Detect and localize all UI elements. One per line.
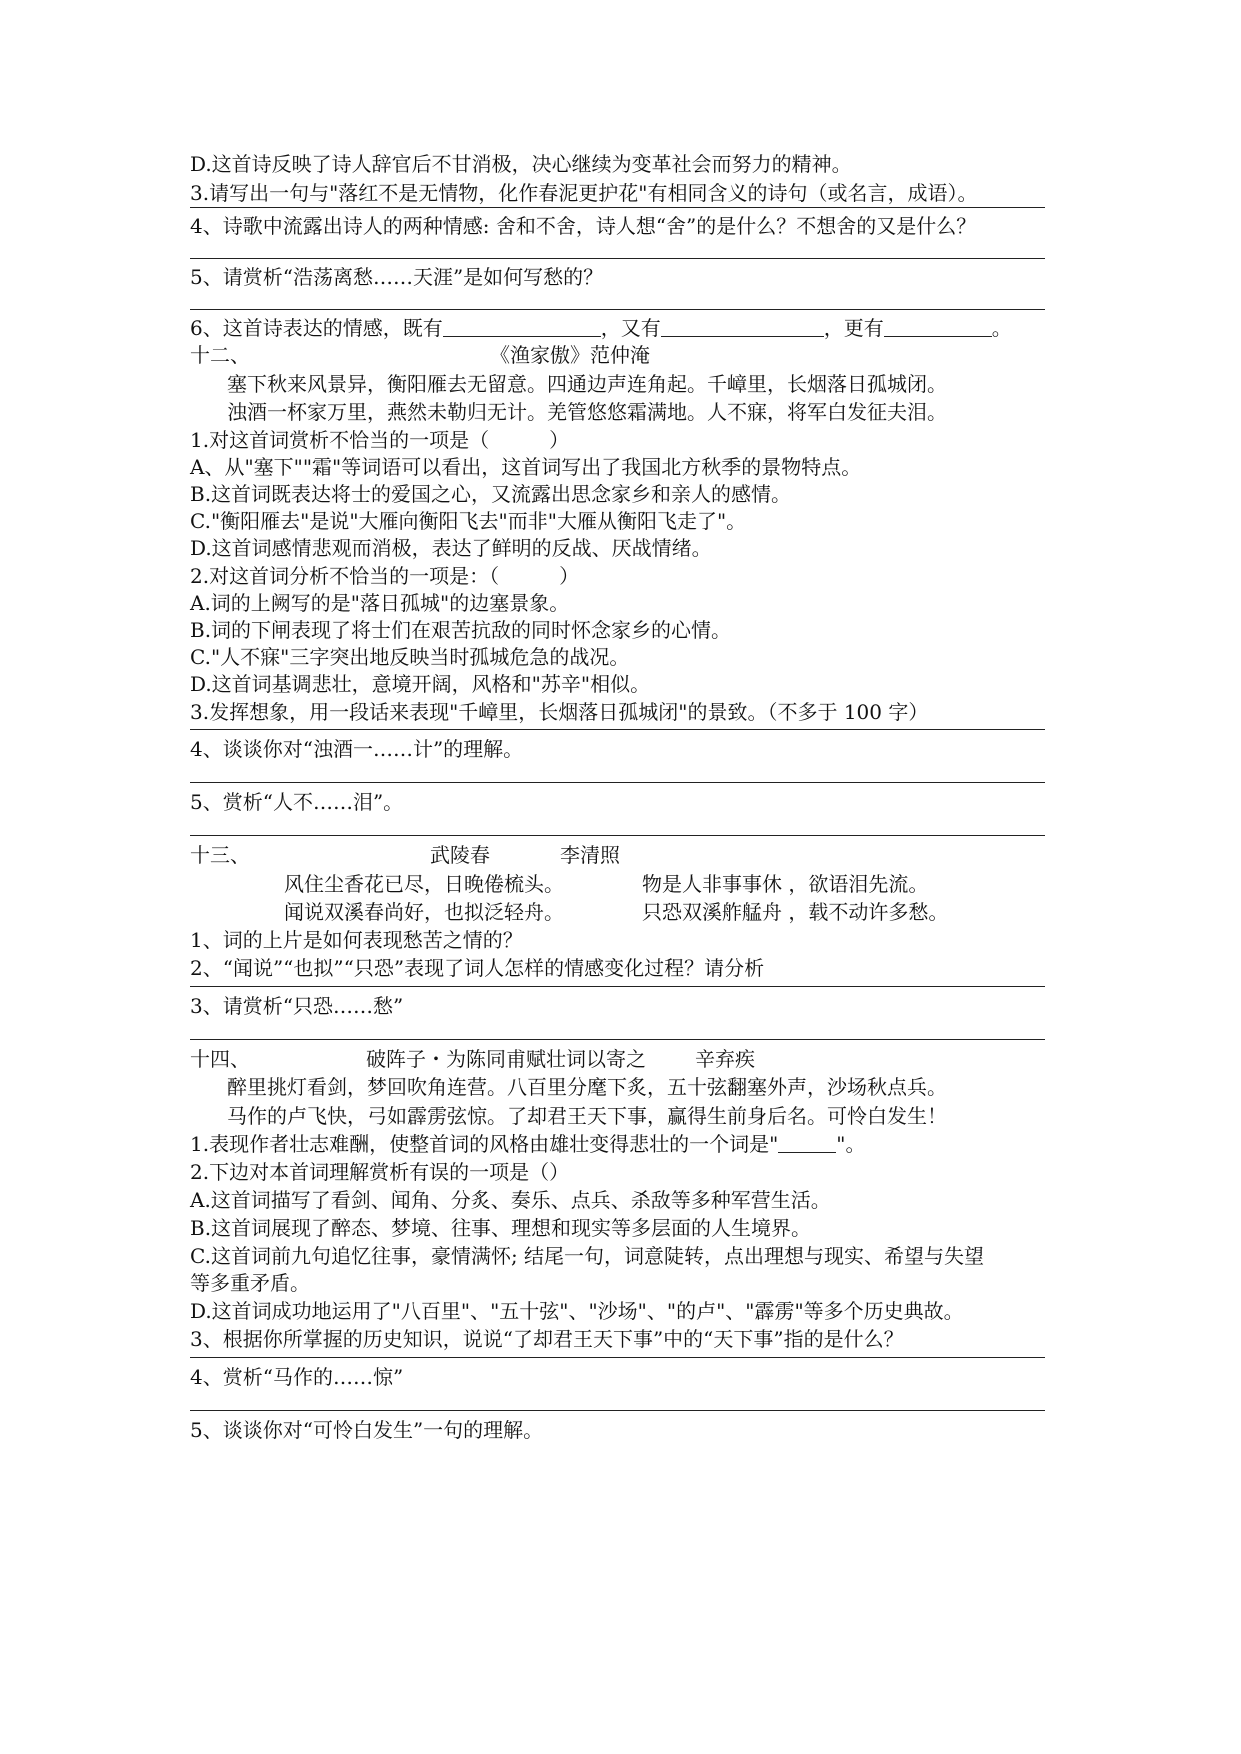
answer-line[interactable] [190, 309, 1045, 310]
answer-line[interactable] [190, 729, 1045, 730]
sec14-q2-option-c-cont: 等多重矛盾。 [190, 1271, 310, 1295]
sec13-author: 李清照 [560, 843, 620, 867]
sec11-question-6 [190, 315, 1012, 341]
q6-part-c: ，更有 [823, 316, 884, 340]
sec13-question-3: 3、请赏析“只恐……愁” [190, 994, 404, 1018]
q6-part-a: 6、这首诗表达的情感，既有 [190, 316, 443, 340]
sec12-question-5: 5、赏析“人不……泪”。 [190, 790, 404, 814]
sec14-question-5: 5、谈谈你对“可怜白发生”一句的理解。 [190, 1418, 544, 1442]
sec13-number: 十三、 [190, 843, 250, 867]
sec14-poem-line-2: 马作的卢飞快，弓如霹雳弦惊。了却君王天下事，赢得生前身后名。可怜白发生！ [227, 1104, 947, 1128]
answer-line[interactable] [190, 986, 1045, 987]
sec12-poem-line-1: 塞下秋来风景异，衡阳雁去无留意。四通边声连角起。千嶂里，长烟落日孤城闭。 [227, 372, 947, 396]
fill-blank[interactable] [778, 1134, 836, 1153]
sec12-q1-option-d: D.这首词感情悲观而消极，表达了鲜明的反战、厌战情绪。 [190, 536, 712, 560]
sec14-number: 十四、 [190, 1047, 250, 1071]
sec12-question-4: 4、谈谈你对“浊酒一……计”的理解。 [190, 737, 524, 761]
sec14-question-1 [190, 1131, 865, 1157]
sec13-question-1: 1、词的上片是如何表现愁苦之情的？ [190, 928, 523, 952]
sec12-question-1: 1.对这首词赏析不恰当的一项是（ ） [190, 428, 570, 452]
q6-part-b: ，又有 [600, 316, 661, 340]
sec12-q1-option-a: A、从"塞下""霜"等词语可以看出，这首词写出了我国北方秋季的景物特点。 [190, 455, 862, 479]
answer-line[interactable] [190, 207, 1045, 208]
sec13-question-2: 2、“闻说”“也拟”“只恐”表现了词人怎样的情感变化过程？请分析 [190, 956, 765, 980]
sec14-author: 辛弃疾 [695, 1047, 755, 1071]
sec14-q2-option-d: D.这首词成功地运用了"八百里"、"五十弦"、"沙场"、"的卢"、"霹雳"等多个历史典故。 [190, 1299, 964, 1323]
sec12-question-2: 2.对这首词分析不恰当的一项是：（ ） [190, 564, 580, 588]
sec12-question-3: 3.发挥想象，用一段话来表现"千嶂里，长烟落日孤城闭"的景致。（不多于 100 字） [190, 700, 929, 724]
q1-close: "。 [836, 1132, 866, 1156]
sec11-option-d: D.这首诗反映了诗人辞官后不甘消极，决心继续为变革社会而努力的精神。 [190, 152, 852, 176]
sec13-poem-line-1a: 风住尘香花已尽，日晚倦梳头。 [284, 872, 564, 896]
answer-line[interactable] [190, 782, 1045, 783]
sec14-q2-option-c: C.这首词前九句追忆往事，豪情满怀; 结尾一句，词意陡转，点出理想与现实、希望与失望 [190, 1244, 985, 1268]
sec11-question-5: 5、请赏析“浩荡离愁……天涯”是如何写愁的？ [190, 265, 604, 289]
answer-line[interactable] [190, 835, 1045, 836]
answer-line[interactable] [190, 1039, 1045, 1040]
sec13-poem-line-2a: 闻说双溪春尚好，也拟泛轻舟。 [284, 900, 564, 924]
answer-line[interactable] [190, 1410, 1045, 1411]
sec12-poem-line-2: 浊酒一杯家万里，燕然未勒归无计。羌管悠悠霜满地。人不寐，将军白发征夫泪。 [227, 400, 947, 424]
sec14-q2-option-b: B.这首词展现了醉态、梦境、往事、理想和现实等多层面的人生境界。 [190, 1216, 812, 1240]
sec12-q2-option-d: D.这首词基调悲壮，意境开阔，风格和"苏辛"相似。 [190, 672, 651, 696]
sec14-question-2: 2.下边对本首词理解赏析有误的一项是（） [190, 1160, 570, 1184]
fill-blank-2[interactable] [661, 318, 824, 337]
fill-blank-3[interactable] [884, 318, 992, 337]
sec11-question-3: 3.请写出一句与"落红不是无情物，化作春泥更护花"有相同含义的诗句（或名言，成语）。 [190, 181, 978, 205]
sec12-number: 十二、 [190, 343, 250, 367]
sec14-question-4: 4、赏析“马作的……惊” [190, 1365, 404, 1389]
sec13-title: 武陵春 [430, 843, 490, 867]
sec12-q1-option-b: B.这首词既表达将士的爱国之心，又流露出思念家乡和亲人的感情。 [190, 482, 792, 506]
answer-line[interactable] [190, 1357, 1045, 1358]
sec14-question-3: 3、根据你所掌握的历史知识，说说“了却君王天下事”中的“天下事”指的是什么？ [190, 1327, 904, 1351]
sec12-q1-option-c: C."衡阳雁去"是说"大雁向衡阳飞去"而非"大雁从衡阳飞走了"。 [190, 509, 747, 533]
sec12-title: 《渔家傲》范仲淹 [490, 343, 650, 367]
sec13-poem-line-1b: 物是人非事事休 ，欲语泪先流。 [642, 872, 929, 896]
q6-part-d: 。 [991, 316, 1012, 340]
fill-blank-1[interactable] [443, 318, 601, 337]
sec14-poem-line-1: 醉里挑灯看剑，梦回吹角连营。八百里分麾下炙，五十弦翻塞外声，沙场秋点兵。 [227, 1075, 947, 1099]
answer-line[interactable] [190, 258, 1045, 259]
sec11-question-4: 4、诗歌中流露出诗人的两种情感: 舍和不舍，诗人想“舍”的是什么？不想舍的又是什么？ [190, 214, 977, 238]
sec12-q2-option-a: A.词的上阙写的是"落日孤城"的边塞景象。 [190, 591, 570, 615]
sec14-title: 破阵子・为陈同甫赋壮词以寄之 [366, 1047, 646, 1071]
sec12-q2-option-b: B.词的下闸表现了将士们在艰苦抗敌的同时怀念家乡的心情。 [190, 618, 732, 642]
q1-text: 1.表现作者壮志难酬，使整首词的风格由雄壮变得悲壮的一个词是" [190, 1132, 779, 1156]
sec14-q2-option-a: A.这首词描写了看剑、闻角、分炙、奏乐、点兵、杀敌等多种军营生活。 [190, 1188, 831, 1212]
sec13-poem-line-2b: 只恐双溪舴艋舟 ，载不动许多愁。 [642, 900, 949, 924]
sec12-q2-option-c: C."人不寐"三字突出地反映当时孤城危急的战况。 [190, 645, 630, 669]
